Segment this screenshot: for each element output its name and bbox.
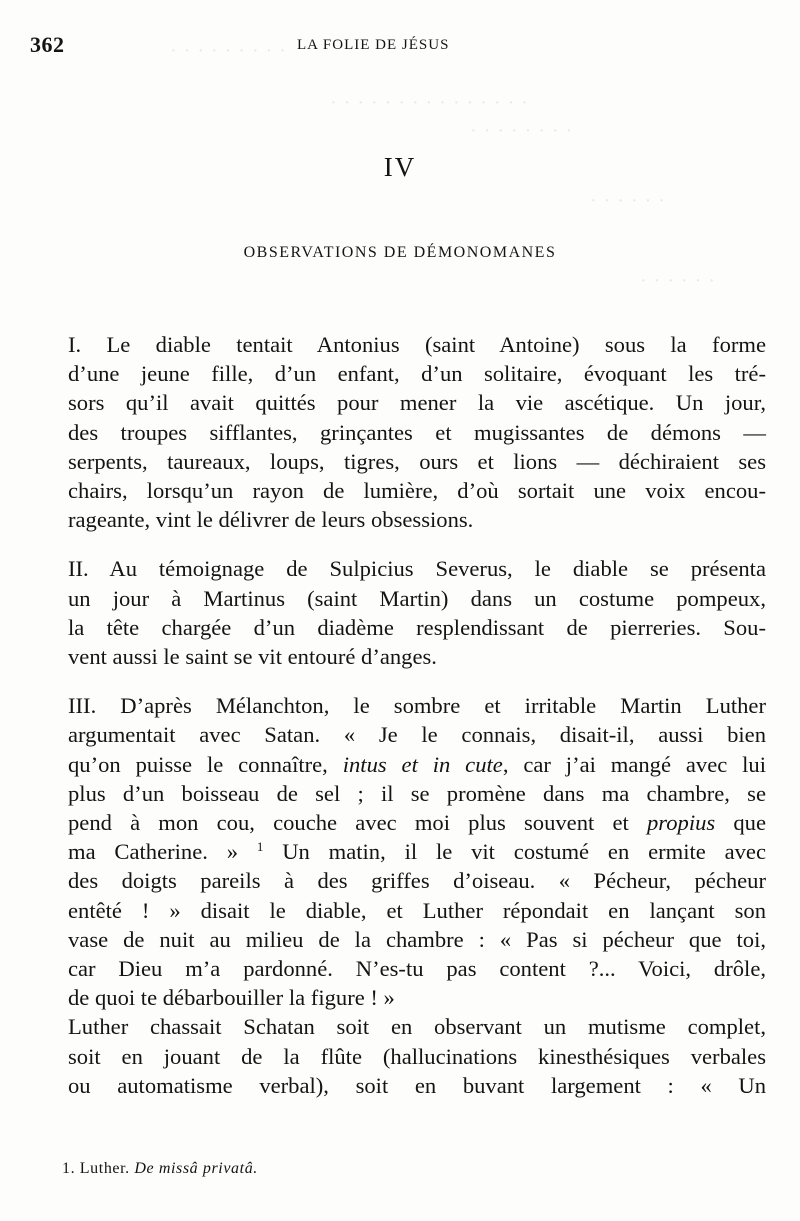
paragraph-luther [60,691,766,1012]
body-text [60,330,766,1100]
text-fragment: ma Catherine. » [68,839,257,865]
text-line: la tête chargée d’un diadème resplendissant de pierreries. Sou- [68,614,766,640]
text-line: de quoi te débarbouiller la figure ! » [68,985,395,1011]
chapter-number: IV [383,152,417,182]
text-line: vase de nuit au milieu de la chambre : « Pas si pécheur que toi, [68,926,766,952]
text-line: entêté ! » disait le diable, et Luther répondait en lançant son [68,897,766,923]
footnote-reference[interactable]: 1 [256,839,264,855]
text-line: car Dieu m’a pardonné. N’es-tu pas content ?... Voici, drôle, [68,956,766,982]
text-line: argumentait avec Satan. « Je le connais, disait-il, aussi bien [68,722,766,748]
text-line: II. Au témoignage de Sulpicius Severus, le diable se présenta [68,556,766,582]
latin-phrase: intus et in cute [342,751,503,777]
text-line: soit en jouant de la flûte (hallucinations kinesthésiques verbales [68,1043,766,1069]
bleed-through-mark: · · · · · · · · · · · · · · · [330,92,529,114]
text-line: sors qu’il avait quittés pour mener la vie ascétique. Un jour, [68,390,766,416]
bleed-through-mark: · · · · · · [640,270,716,292]
text-line: des troupes sifflantes, grinçantes et mugissantes de démons — [68,419,766,445]
text-fragment: que [715,810,766,836]
text-line [60,837,766,866]
text-fragment: qu’on puisse le connaître, [68,751,343,777]
book-title: LA FOLIE DE JÉSUS [297,37,450,53]
text-line [60,808,766,837]
bleed-through-mark: · · · · · · · · · [170,40,287,62]
running-head [30,32,770,62]
text-line [60,750,766,779]
paragraph-antonius [60,330,766,534]
text-line: ou automatisme verbal), soit en buvant largement : « Un [68,1072,766,1098]
text-fragment: , car j’ai mangé avec lui [502,751,766,777]
bleed-through-mark: · · · · · · [590,190,666,212]
text-line: vent aussi le saint se vit entouré d’anges. [68,644,437,670]
latin-word: propius [646,810,716,836]
text-line: Luther chassait Schatan soit en observant un mutisme complet, [68,1014,766,1040]
footnote-title: De missâ privatâ. [134,1160,258,1177]
chapter-title: OBSERVATIONS DE DÉMONOMANES [243,244,557,261]
footnote-label: 1. Luther. [62,1160,130,1177]
text-line: d’une jeune fille, d’un enfant, d’un solitaire, évoquant les tré- [68,361,766,387]
text-line: un jour à Martinus (saint Martin) dans un costume pompeux, [68,585,766,611]
paragraph-schatan [60,1012,766,1100]
text-line: serpents, taureaux, loups, tigres, ours et lions — déchiraient ses [68,448,766,474]
text-fragment: pend à mon cou, couche avec moi plus souvent et [68,810,647,836]
text-line: chairs, lorsqu’un rayon de lumière, d’où sortait une voix encou- [68,478,766,504]
page-number: 362 [30,32,65,57]
bleed-through-mark: · · · · · · · · [470,120,574,142]
paragraph-martinus [60,554,766,671]
text-fragment: Un matin, il le vit costumé en ermite avec [263,839,766,865]
footnote [62,1160,762,1178]
text-line: III. D’après Mélanchton, le sombre et irritable Martin Luther [68,693,766,719]
text-line: des doigts pareils à des griffes d’oiseau. « Pécheur, pécheur [68,868,766,894]
text-line: I. Le diable tentait Antonius (saint Antoine) sous la forme [68,332,766,357]
text-line: plus d’un boisseau de sel ; il se promène dans ma chambre, se [68,780,766,806]
text-line: rageante, vint le délivrer de leurs obsessions. [68,507,474,533]
